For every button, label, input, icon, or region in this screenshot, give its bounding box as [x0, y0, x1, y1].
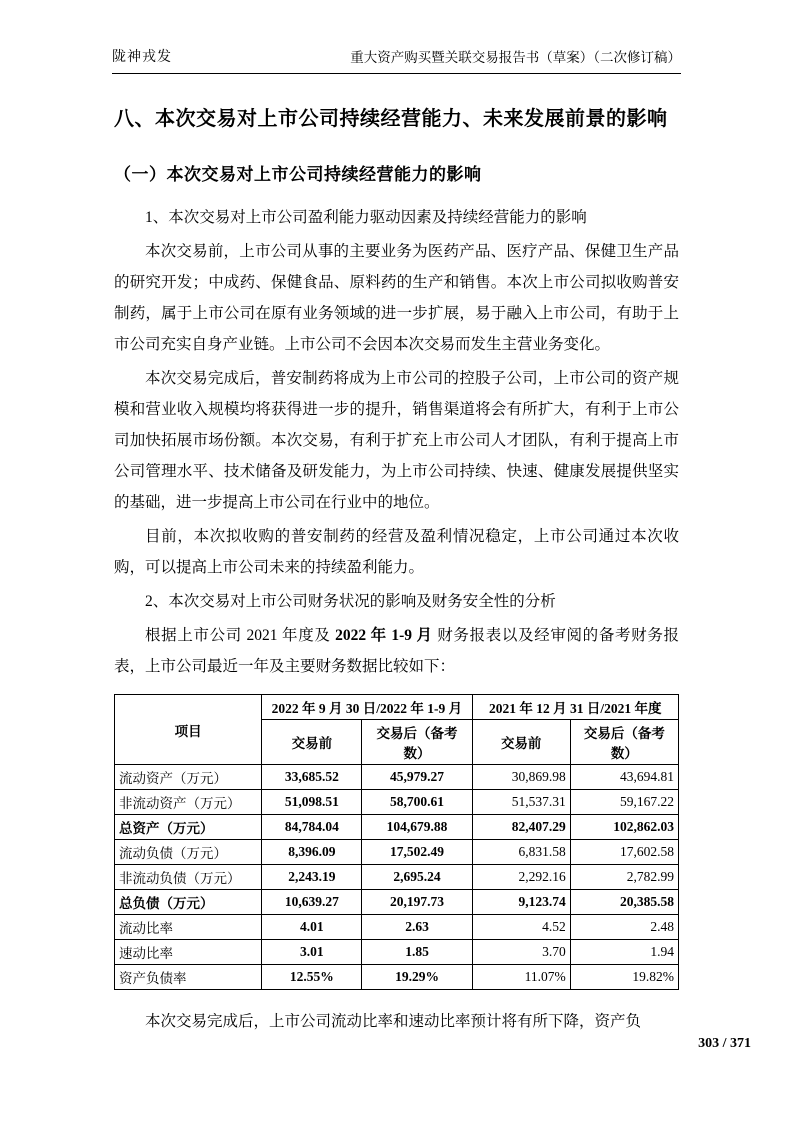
table-cell: 20,197.73	[362, 890, 472, 915]
header-report-title: 重大资产购买暨关联交易报告书（草案）（二次修订稿）	[350, 50, 681, 65]
paragraph-6-bold-date: 2022 年 1-9 月	[335, 627, 433, 644]
section-heading: （一）本次交易对上市公司持续经营能力的影响	[114, 165, 482, 184]
row-label: 非流动负债（万元）	[115, 865, 262, 890]
table-cell: 17,602.58	[570, 840, 678, 865]
table-cell: 104,679.88	[362, 815, 472, 840]
table-cell: 59,167.22	[570, 790, 678, 815]
table-row-total-assets	[115, 815, 679, 840]
table-cell: 45,979.27	[362, 765, 472, 790]
table-cell: 84,784.04	[262, 815, 362, 840]
row-label: 资产负债率	[115, 965, 262, 990]
table-cell: 4.01	[262, 915, 362, 940]
row-label: 流动负债（万元）	[115, 840, 262, 865]
paragraph-3: 本次交易完成后，普安制药将成为上市公司的控股子公司，上市公司的资产规模和营业收入规模均将获得进一步的提升，销售渠道将会有所扩大，有利于上市公司加快拓展市场份额。本次交易，有利于扩充上市公司人才团队，有利于提高上市公司管理水平、技术储备及研发能力，为上市公司持续、快速、健康发展提供坚实的基础，进一步提高上市公司在行业中的地位。	[114, 370, 679, 511]
paragraph-1: 1、本次交易对上市公司盈利能力驱动因素及持续经营能力的影响	[145, 209, 587, 226]
table-row-total-liabilities	[115, 890, 679, 915]
table-cell: 19.29%	[362, 965, 472, 990]
table-row	[115, 765, 679, 790]
table-cell: 51,537.31	[472, 790, 570, 815]
page-header	[112, 46, 681, 74]
table-head	[115, 695, 679, 765]
table-cell: 9,123.74	[472, 890, 570, 915]
page-content	[0, 104, 793, 1037]
table-cell: 2,292.16	[472, 865, 570, 890]
table-header-item: 项目	[115, 695, 262, 765]
table-header-post-2021: 交易后（备考数）	[570, 720, 678, 765]
table-cell: 2,782.99	[570, 865, 678, 890]
financial-comparison-table	[114, 694, 679, 990]
table-cell: 2,695.24	[362, 865, 472, 890]
paragraph-5: 2、本次交易对上市公司财务状况的影响及财务安全性的分析	[145, 593, 556, 610]
table-cell: 8,396.09	[262, 840, 362, 865]
table-row	[115, 915, 679, 940]
table-header-pre-2022: 交易前	[262, 720, 362, 765]
table-cell: 4.52	[472, 915, 570, 940]
table-header-pre-2021: 交易前	[472, 720, 570, 765]
table-row	[115, 965, 679, 990]
table-row	[115, 790, 679, 815]
row-label: 非流动资产（万元）	[115, 790, 262, 815]
table-header-period-2022: 2022 年 9 月 30 日/2022 年 1-9 月	[262, 695, 472, 720]
paragraph-6-suffix: 财务报表以及经审阅的备考财务报表，上市公司最近一年及主要财务数据比较如下：	[114, 627, 679, 675]
table-cell: 3.01	[262, 940, 362, 965]
table-row	[115, 840, 679, 865]
table-cell: 3.70	[472, 940, 570, 965]
header-company-name: 陇神戎发	[112, 50, 172, 65]
table-cell: 2,243.19	[262, 865, 362, 890]
table-cell: 20,385.58	[570, 890, 678, 915]
row-label: 总资产（万元）	[115, 815, 262, 840]
table-cell: 17,502.49	[362, 840, 472, 865]
table-cell: 43,694.81	[570, 765, 678, 790]
table-cell: 1.85	[362, 940, 472, 965]
table-cell: 2.63	[362, 915, 472, 940]
closing-paragraph: 本次交易完成后，上市公司流动比率和速动比率预计将有所下降，资产负	[145, 1013, 642, 1030]
page-number: 303 / 371	[698, 1036, 751, 1051]
table-cell: 2.48	[570, 915, 678, 940]
row-label: 速动比率	[115, 940, 262, 965]
paragraph-6	[114, 620, 679, 682]
table-cell: 10,639.27	[262, 890, 362, 915]
body-text-block	[114, 202, 679, 682]
table-body	[115, 765, 679, 990]
table-header-group-row	[115, 695, 679, 720]
table-cell: 30,869.98	[472, 765, 570, 790]
table-row	[115, 865, 679, 890]
table-cell: 58,700.61	[362, 790, 472, 815]
table-header-post-2022: 交易后（备考数）	[362, 720, 472, 765]
paragraph-2: 本次交易前，上市公司从事的主要业务为医药产品、医疗产品、保健卫生产品的研究开发；中成药、保健食品、原料药的生产和销售。本次上市公司拟收购普安制药，属于上市公司在原有业务领域的进一步扩展，易于融入上市公司，有助于上市公司充实自身产业链。上市公司不会因本次交易而发生主营业务变化。	[114, 243, 679, 353]
table-cell: 19.82%	[570, 965, 678, 990]
paragraph-4: 目前，本次拟收购的普安制药的经营及盈利情况稳定，上市公司通过本次收购，可以提高上市公司未来的持续盈利能力。	[114, 528, 679, 576]
table-header-period-2021: 2021 年 12 月 31 日/2021 年度	[472, 695, 678, 720]
row-label: 流动比率	[115, 915, 262, 940]
page-title: 八、本次交易对上市公司持续经营能力、未来发展前景的影响	[114, 108, 668, 130]
table-row	[115, 940, 679, 965]
row-label: 总负债（万元）	[115, 890, 262, 915]
row-label: 流动资产（万元）	[115, 765, 262, 790]
table-cell: 82,407.29	[472, 815, 570, 840]
table-cell: 51,098.51	[262, 790, 362, 815]
table-cell: 33,685.52	[262, 765, 362, 790]
table-cell: 102,862.03	[570, 815, 678, 840]
table-cell: 11.07%	[472, 965, 570, 990]
table-cell: 1.94	[570, 940, 678, 965]
paragraph-6-prefix: 根据上市公司 2021 年度及	[145, 627, 336, 644]
table-cell: 6,831.58	[472, 840, 570, 865]
table-cell: 12.55%	[262, 965, 362, 990]
